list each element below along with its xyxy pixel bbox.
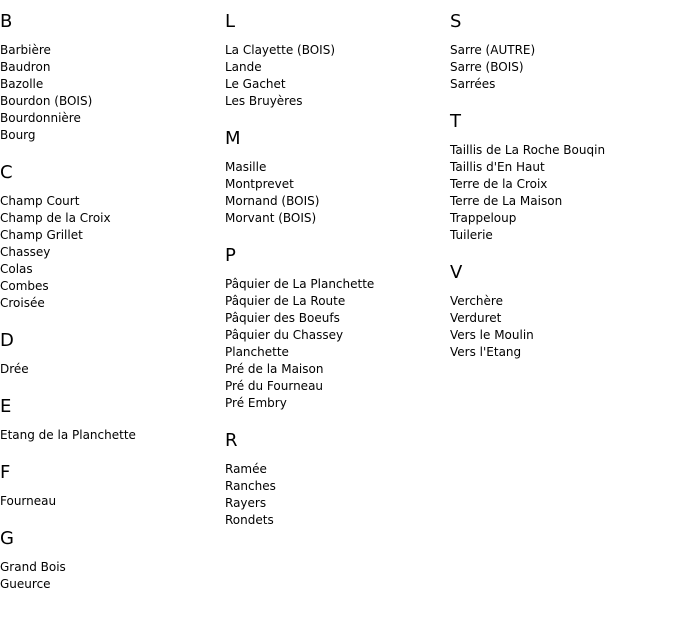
letter-group-s <box>450 11 675 93</box>
index-entry: Croisée <box>0 296 45 310</box>
index-entry: La Clayette (BOIS) <box>225 43 335 57</box>
letter-heading: M <box>225 128 241 149</box>
entry-list <box>225 42 450 110</box>
index-entry: Combes <box>0 279 49 293</box>
entry-list <box>0 493 225 510</box>
index-entry: Masille <box>225 160 267 174</box>
index-entry: Terre de La Maison <box>450 194 563 208</box>
index-entry: Taillis d'En Haut <box>450 160 545 174</box>
entry-list <box>225 461 450 529</box>
letter-heading: P <box>225 245 236 266</box>
index-entry: Chassey <box>0 245 51 259</box>
entry-list <box>0 559 225 593</box>
index-entry: Vers l'Etang <box>450 345 522 359</box>
index-entry: Baudron <box>0 60 51 74</box>
index-entry: Morvant (BOIS) <box>225 211 317 225</box>
entry-list <box>0 361 225 378</box>
letter-group-p <box>225 245 450 412</box>
letter-heading: B <box>0 11 13 32</box>
index-entry: Verduret <box>450 311 502 325</box>
entry-list <box>225 276 450 412</box>
index-entry: Terre de la Croix <box>450 177 548 191</box>
letter-group-d <box>0 330 225 378</box>
letter-heading: C <box>0 162 13 183</box>
letter-heading: T <box>450 111 461 132</box>
index-entry: Bourg <box>0 128 36 142</box>
index-entry: Rondets <box>225 513 274 527</box>
index-entry: Sarre (BOIS) <box>450 60 524 74</box>
index-column-3 <box>450 0 675 361</box>
index-entry: Les Bruyères <box>225 94 303 108</box>
index-entry: Montprevet <box>225 177 294 191</box>
index-entry: Barbière <box>0 43 51 57</box>
entry-list <box>450 293 675 361</box>
index-entry: Gueurce <box>0 577 51 591</box>
letter-heading: R <box>225 430 238 451</box>
letter-group-v <box>450 262 675 361</box>
index-entry: Ranches <box>225 479 276 493</box>
letter-heading: S <box>450 11 462 32</box>
index-entry: Verchère <box>450 294 503 308</box>
entry-list <box>450 42 675 93</box>
index-column-1 <box>0 0 225 593</box>
letter-group-r <box>225 430 450 529</box>
index-entry: Pâquier de La Route <box>225 294 346 308</box>
index-entry: Colas <box>0 262 33 276</box>
index-entry: Mornand (BOIS) <box>225 194 320 208</box>
index-entry: Lande <box>225 60 262 74</box>
letter-group-l <box>225 11 450 110</box>
letter-group-m <box>225 128 450 227</box>
index-entry: Le Gachet <box>225 77 286 91</box>
index-entry: Champ Grillet <box>0 228 83 242</box>
letter-group-g <box>0 528 225 593</box>
index-entry: Pré de la Maison <box>225 362 324 376</box>
letter-group-t <box>450 111 675 244</box>
index-entry: Pré du Fourneau <box>225 379 324 393</box>
letter-group-c <box>0 162 225 312</box>
index-entry: Fourneau <box>0 494 57 508</box>
index-entry: Planchette <box>225 345 289 359</box>
letter-heading: V <box>450 262 463 283</box>
entry-list <box>0 193 225 312</box>
index-entry: Pâquier de La Planchette <box>225 277 375 291</box>
index-entry: Rayers <box>225 496 267 510</box>
index-entry: Sarre (AUTRE) <box>450 43 536 57</box>
index-entry: Sarrées <box>450 77 496 91</box>
index-column-2 <box>225 0 450 529</box>
index-entry: Tuilerie <box>450 228 493 242</box>
index-entry: Pâquier des Boeufs <box>225 311 340 325</box>
letter-group-f <box>0 462 225 510</box>
index-entry: Bourdonnière <box>0 111 81 125</box>
entry-list <box>0 427 225 444</box>
entry-list <box>225 159 450 227</box>
entry-list <box>0 42 225 144</box>
letter-heading: F <box>0 462 11 483</box>
index-entry: Taillis de La Roche Bouqin <box>450 143 606 157</box>
index-entry: Pré Embry <box>225 396 287 410</box>
letter-group-b <box>0 11 225 144</box>
letter-heading: D <box>0 330 14 351</box>
index-entry: Bazolle <box>0 77 44 91</box>
index-entry: Pâquier du Chassey <box>225 328 344 342</box>
index-entry: Ramée <box>225 462 267 476</box>
index-entry: Vers le Moulin <box>450 328 534 342</box>
index-entry: Grand Bois <box>0 560 66 574</box>
index-entry: Etang de la Planchette <box>0 428 136 442</box>
letter-heading: L <box>225 11 236 32</box>
entry-list <box>450 142 675 244</box>
index-entry: Trappeloup <box>450 211 517 225</box>
index-entry: Drée <box>0 362 29 376</box>
index-entry: Champ de la Croix <box>0 211 111 225</box>
letter-heading: G <box>0 528 14 549</box>
letter-heading: E <box>0 396 12 417</box>
letter-group-e <box>0 396 225 444</box>
index-entry: Bourdon (BOIS) <box>0 94 93 108</box>
index-entry: Champ Court <box>0 194 80 208</box>
